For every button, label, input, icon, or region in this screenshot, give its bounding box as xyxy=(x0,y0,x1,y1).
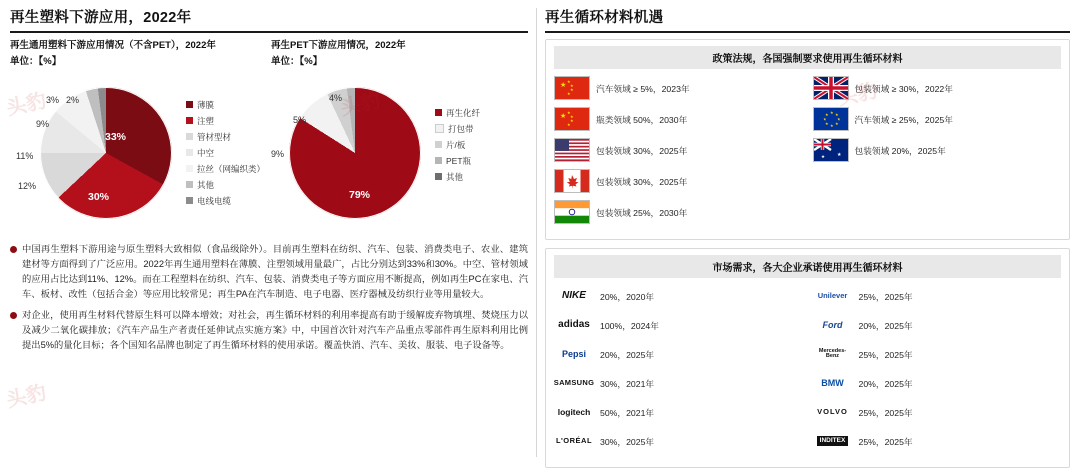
market-row-body xyxy=(600,316,803,334)
svg-text:★: ★ xyxy=(570,87,574,92)
right-title: 再生循环材料机遇 xyxy=(545,10,664,26)
market-row-text: 25%，2025年 xyxy=(858,408,913,418)
policy-row xyxy=(813,76,1062,100)
svg-text:★: ★ xyxy=(824,112,829,117)
svg-text:★: ★ xyxy=(820,154,825,159)
svg-text:★: ★ xyxy=(829,110,834,115)
market-row-body xyxy=(859,403,1062,421)
bmw-logo: BMW xyxy=(821,377,844,388)
svg-text:★: ★ xyxy=(567,110,571,115)
legend-item xyxy=(186,129,265,145)
legend-swatch xyxy=(186,117,193,124)
svg-text:★: ★ xyxy=(567,122,571,127)
legend-swatch xyxy=(435,173,442,180)
pie1-label-5: 3% xyxy=(46,94,60,105)
market-row xyxy=(554,372,803,394)
legend-swatch xyxy=(186,181,193,188)
policy-row-body xyxy=(596,141,803,159)
watermark: 头豹 xyxy=(835,80,880,110)
market-row-text: 50%，2021年 xyxy=(600,408,655,418)
market-row-body xyxy=(600,374,803,392)
policy-row-body xyxy=(596,110,803,128)
market-row-text: 20%，2025年 xyxy=(858,379,913,389)
adidas-logo: adidas xyxy=(558,319,590,330)
title-rule xyxy=(10,31,528,33)
pie2-label-1: 9% xyxy=(271,148,285,159)
legend-item xyxy=(186,193,265,209)
market-row xyxy=(813,372,1062,394)
svg-text:★: ★ xyxy=(560,113,567,120)
chart-pet xyxy=(271,39,528,236)
svg-text:★: ★ xyxy=(829,123,834,128)
legend-swatch xyxy=(186,133,193,140)
market-band-title: 市场需求，各大企业承诺使用再生循环材料 xyxy=(554,255,1061,278)
page-title: 再生塑料下游应用，2022年 xyxy=(10,10,192,26)
policy-row-text: 瓶类领域 50%，2030年 xyxy=(596,115,688,125)
policy-row-body xyxy=(855,110,1062,128)
bullet-item xyxy=(10,242,528,302)
market-row xyxy=(813,314,1062,336)
bullet-dot-icon xyxy=(10,246,17,253)
svg-text:★: ★ xyxy=(570,114,574,119)
policy-row-text: 汽车领域 ≥ 25%，2025年 xyxy=(854,115,953,125)
legend-item xyxy=(186,177,265,193)
loreal-logo: L'ORÉAL xyxy=(555,436,593,446)
market-row-body xyxy=(600,345,803,363)
legend-label: 拉丝（网编织类） xyxy=(197,163,266,174)
legend-label: 其他 xyxy=(197,179,215,190)
right-title-rule xyxy=(545,31,1070,33)
policy-row-text: 包装领域 ≥ 30%，2022年 xyxy=(854,84,953,94)
market-row xyxy=(554,430,803,452)
market-row-body xyxy=(859,316,1062,334)
policy-panel xyxy=(545,39,1070,240)
legend-label: 电线电缆 xyxy=(197,195,232,206)
legend-swatch xyxy=(186,149,193,156)
policy-row-text: 包装领域 30%，2025年 xyxy=(596,177,688,187)
legend-item xyxy=(435,137,480,153)
pepsi-logo: Pepsi xyxy=(561,348,586,359)
legend-label: 中空 xyxy=(197,147,215,158)
legend-item xyxy=(186,161,265,177)
legend-item xyxy=(186,97,265,113)
policy-row xyxy=(813,138,1062,162)
ford-logo: Ford xyxy=(822,319,843,330)
legend-swatch xyxy=(435,141,442,148)
right-panel xyxy=(537,0,1080,465)
bullet-dot-icon xyxy=(10,312,17,319)
mercedes-logo: Mercedes-Benz xyxy=(818,347,847,359)
legend-item xyxy=(435,105,480,121)
policy-row xyxy=(554,200,803,224)
legend-swatch xyxy=(435,124,444,133)
policy-row-body xyxy=(855,79,1062,97)
svg-text:★: ★ xyxy=(834,112,839,117)
svg-text:★: ★ xyxy=(824,121,829,126)
market-row-text: 100%，2024年 xyxy=(600,321,659,331)
pie1-legend xyxy=(186,97,265,209)
market-row-text: 30%，2025年 xyxy=(600,437,655,447)
market-grid xyxy=(554,285,1061,459)
legend-item xyxy=(435,153,480,169)
policy-row-body xyxy=(596,79,803,97)
legend-item xyxy=(186,145,265,161)
svg-text:★: ★ xyxy=(834,121,839,126)
legend-label: 管材型材 xyxy=(197,131,232,142)
samsung-logo: SAMSUNG xyxy=(554,378,594,388)
svg-text:★: ★ xyxy=(567,79,571,84)
pie1-label-2: 12% xyxy=(18,180,37,191)
chart2-plot xyxy=(271,71,528,236)
watermark: 头豹 xyxy=(4,90,49,120)
svg-text:★: ★ xyxy=(822,116,827,122)
left-panel xyxy=(0,0,536,465)
watermark: 头豹 xyxy=(4,382,49,412)
pie1-label-3: 11% xyxy=(16,150,34,161)
pie2-label-0: 79% xyxy=(349,188,371,201)
logitech-logo: logitech xyxy=(557,406,591,417)
market-row-text: 20%，2020年 xyxy=(600,292,655,302)
policy-row xyxy=(554,107,803,131)
legend-item xyxy=(186,113,265,129)
market-row xyxy=(554,285,803,307)
market-row-body xyxy=(859,432,1062,450)
chart2-unit: 单位：【%】 xyxy=(271,55,323,67)
chart1-title: 再生通用塑料下游应用情况（不含PET），2022年 xyxy=(10,40,216,51)
market-row xyxy=(813,285,1062,307)
policy-row-body xyxy=(596,172,803,190)
volvo-logo: VOLVO xyxy=(817,407,848,417)
svg-text:★: ★ xyxy=(836,116,841,122)
analysis-bullets xyxy=(10,242,528,353)
pie2-legend xyxy=(435,105,480,185)
legend-label: 其他 xyxy=(446,171,464,182)
au-flag-icon xyxy=(813,138,849,162)
policy-row xyxy=(554,138,803,162)
legend-label: 打包带 xyxy=(448,123,474,134)
inditex-logo: INDITEX xyxy=(813,430,853,452)
legend-label: 注塑 xyxy=(197,115,215,126)
policy-band-title: 政策法规，各国强制要求使用再生循环材料 xyxy=(554,46,1061,69)
policy-row-text: 包装领域 20%，2025年 xyxy=(854,146,946,156)
market-left-column xyxy=(554,285,803,459)
svg-text:★: ★ xyxy=(560,82,567,89)
nike-logo: NIKE xyxy=(562,290,586,301)
chart2-title: 再生PET下游应用情况，2022年 xyxy=(271,40,406,51)
market-row-text: 30%，2021年 xyxy=(600,379,655,389)
pie1-label-1: 30% xyxy=(88,190,110,203)
policy-row xyxy=(813,107,1062,131)
policy-grid xyxy=(554,76,1061,231)
policy-row-text: 汽车领域 ≥ 5%，2023年 xyxy=(596,84,690,94)
market-row-body xyxy=(600,403,803,421)
market-row-text: 25%，2025年 xyxy=(858,437,913,447)
market-row-body xyxy=(859,287,1062,305)
policy-row-body xyxy=(596,203,803,221)
cn-flag-icon xyxy=(554,76,590,100)
bullet-text: 对企业，使用再生材料代替原生料可以降本增效；对社会，再生循环材料的利用率提高有助于缓解废弃物填埋、焚烧压力以及减少二氧化碳排放；《汽车产品生产者责任延伸试点实施方案》中，中国首次针对汽车产品重点零部件再生原料利用比例提出5%的量化目标；各个国知名品牌也制定了再生循环材料的使用承诺。覆盖快消、汽车、美妆、服装、电子设备等。 xyxy=(22,309,528,351)
svg-text:★: ★ xyxy=(836,152,841,158)
cn-flag-icon xyxy=(554,107,590,131)
pie1-label-6: 2% xyxy=(66,94,80,105)
market-row-text: 20%，2025年 xyxy=(858,321,913,331)
pie1-label-0: 33% xyxy=(105,130,127,143)
market-row xyxy=(554,401,803,423)
market-panel xyxy=(545,248,1070,468)
market-row xyxy=(813,343,1062,365)
market-row-body xyxy=(859,374,1062,392)
eu-flag-icon xyxy=(813,107,849,131)
policy-row xyxy=(554,76,803,100)
legend-label: 片/板 xyxy=(446,139,466,150)
legend-swatch xyxy=(186,197,193,204)
market-row-body xyxy=(859,345,1062,363)
policy-row xyxy=(554,169,803,193)
policy-row-text: 包装领域 30%，2025年 xyxy=(596,146,688,156)
market-row xyxy=(554,314,803,336)
policy-right-column xyxy=(813,76,1062,231)
policy-left-column xyxy=(554,76,803,231)
market-row xyxy=(554,343,803,365)
svg-text:★: ★ xyxy=(567,91,571,96)
in-flag-icon xyxy=(554,200,590,224)
market-row-body xyxy=(600,287,803,305)
unilever-logo: Unilever xyxy=(817,291,848,301)
policy-row-text: 包装领域 25%，2030年 xyxy=(596,208,688,218)
chart1-unit: 单位：【%】 xyxy=(10,55,62,67)
svg-text:★: ★ xyxy=(570,83,574,88)
pie2-label-3: 4% xyxy=(329,92,343,103)
legend-swatch xyxy=(186,101,193,108)
ca-flag-icon xyxy=(554,169,590,193)
chart1-plot xyxy=(10,71,267,236)
legend-swatch xyxy=(435,157,442,164)
market-row-body xyxy=(600,432,803,450)
uk-flag-icon xyxy=(813,76,849,100)
chart-general-plastics xyxy=(10,39,267,236)
pie1-label-4: 9% xyxy=(36,118,50,129)
pie-charts-area xyxy=(10,39,528,236)
market-row xyxy=(813,430,1062,452)
pie2-label-2: 5% xyxy=(293,114,307,125)
bullet-text: 中国再生塑料下游用途与原生塑料大致相似（食品级除外）。目前再生塑料在纺织、汽车、包装、消费类电子、农业、建筑建材等方面得到了广泛应用。2022年再生通用塑料在薄膜、注塑领域用量最广，占比分别达到33%和30%。中空、管材领域的应用占比达到11%、12%。而在工程塑料在纺织、汽车、包装、消费类电子等方面应用不断提高，例如再生PC在家电、汽车、板材、改性（包括合金）等应用比较常见；再生PA在汽车制造、电子电器、医疗器械及纺织行业等用量较大。 xyxy=(22,243,528,299)
legend-swatch xyxy=(186,165,193,172)
us-flag-icon xyxy=(554,138,590,162)
bullet-item xyxy=(10,308,528,353)
legend-label: 再生化纤 xyxy=(446,107,481,118)
policy-row-body xyxy=(855,141,1062,159)
market-row xyxy=(813,401,1062,423)
market-right-column xyxy=(813,285,1062,459)
legend-item xyxy=(435,169,480,185)
legend-swatch xyxy=(435,109,442,116)
market-row-text: 25%，2025年 xyxy=(858,292,913,302)
legend-label: PET瓶 xyxy=(446,155,472,166)
legend-item xyxy=(435,121,480,137)
legend-label: 薄膜 xyxy=(197,99,215,110)
svg-text:★: ★ xyxy=(570,118,574,123)
market-row-text: 20%，2025年 xyxy=(600,350,655,360)
market-row-text: 25%，2025年 xyxy=(858,350,913,360)
